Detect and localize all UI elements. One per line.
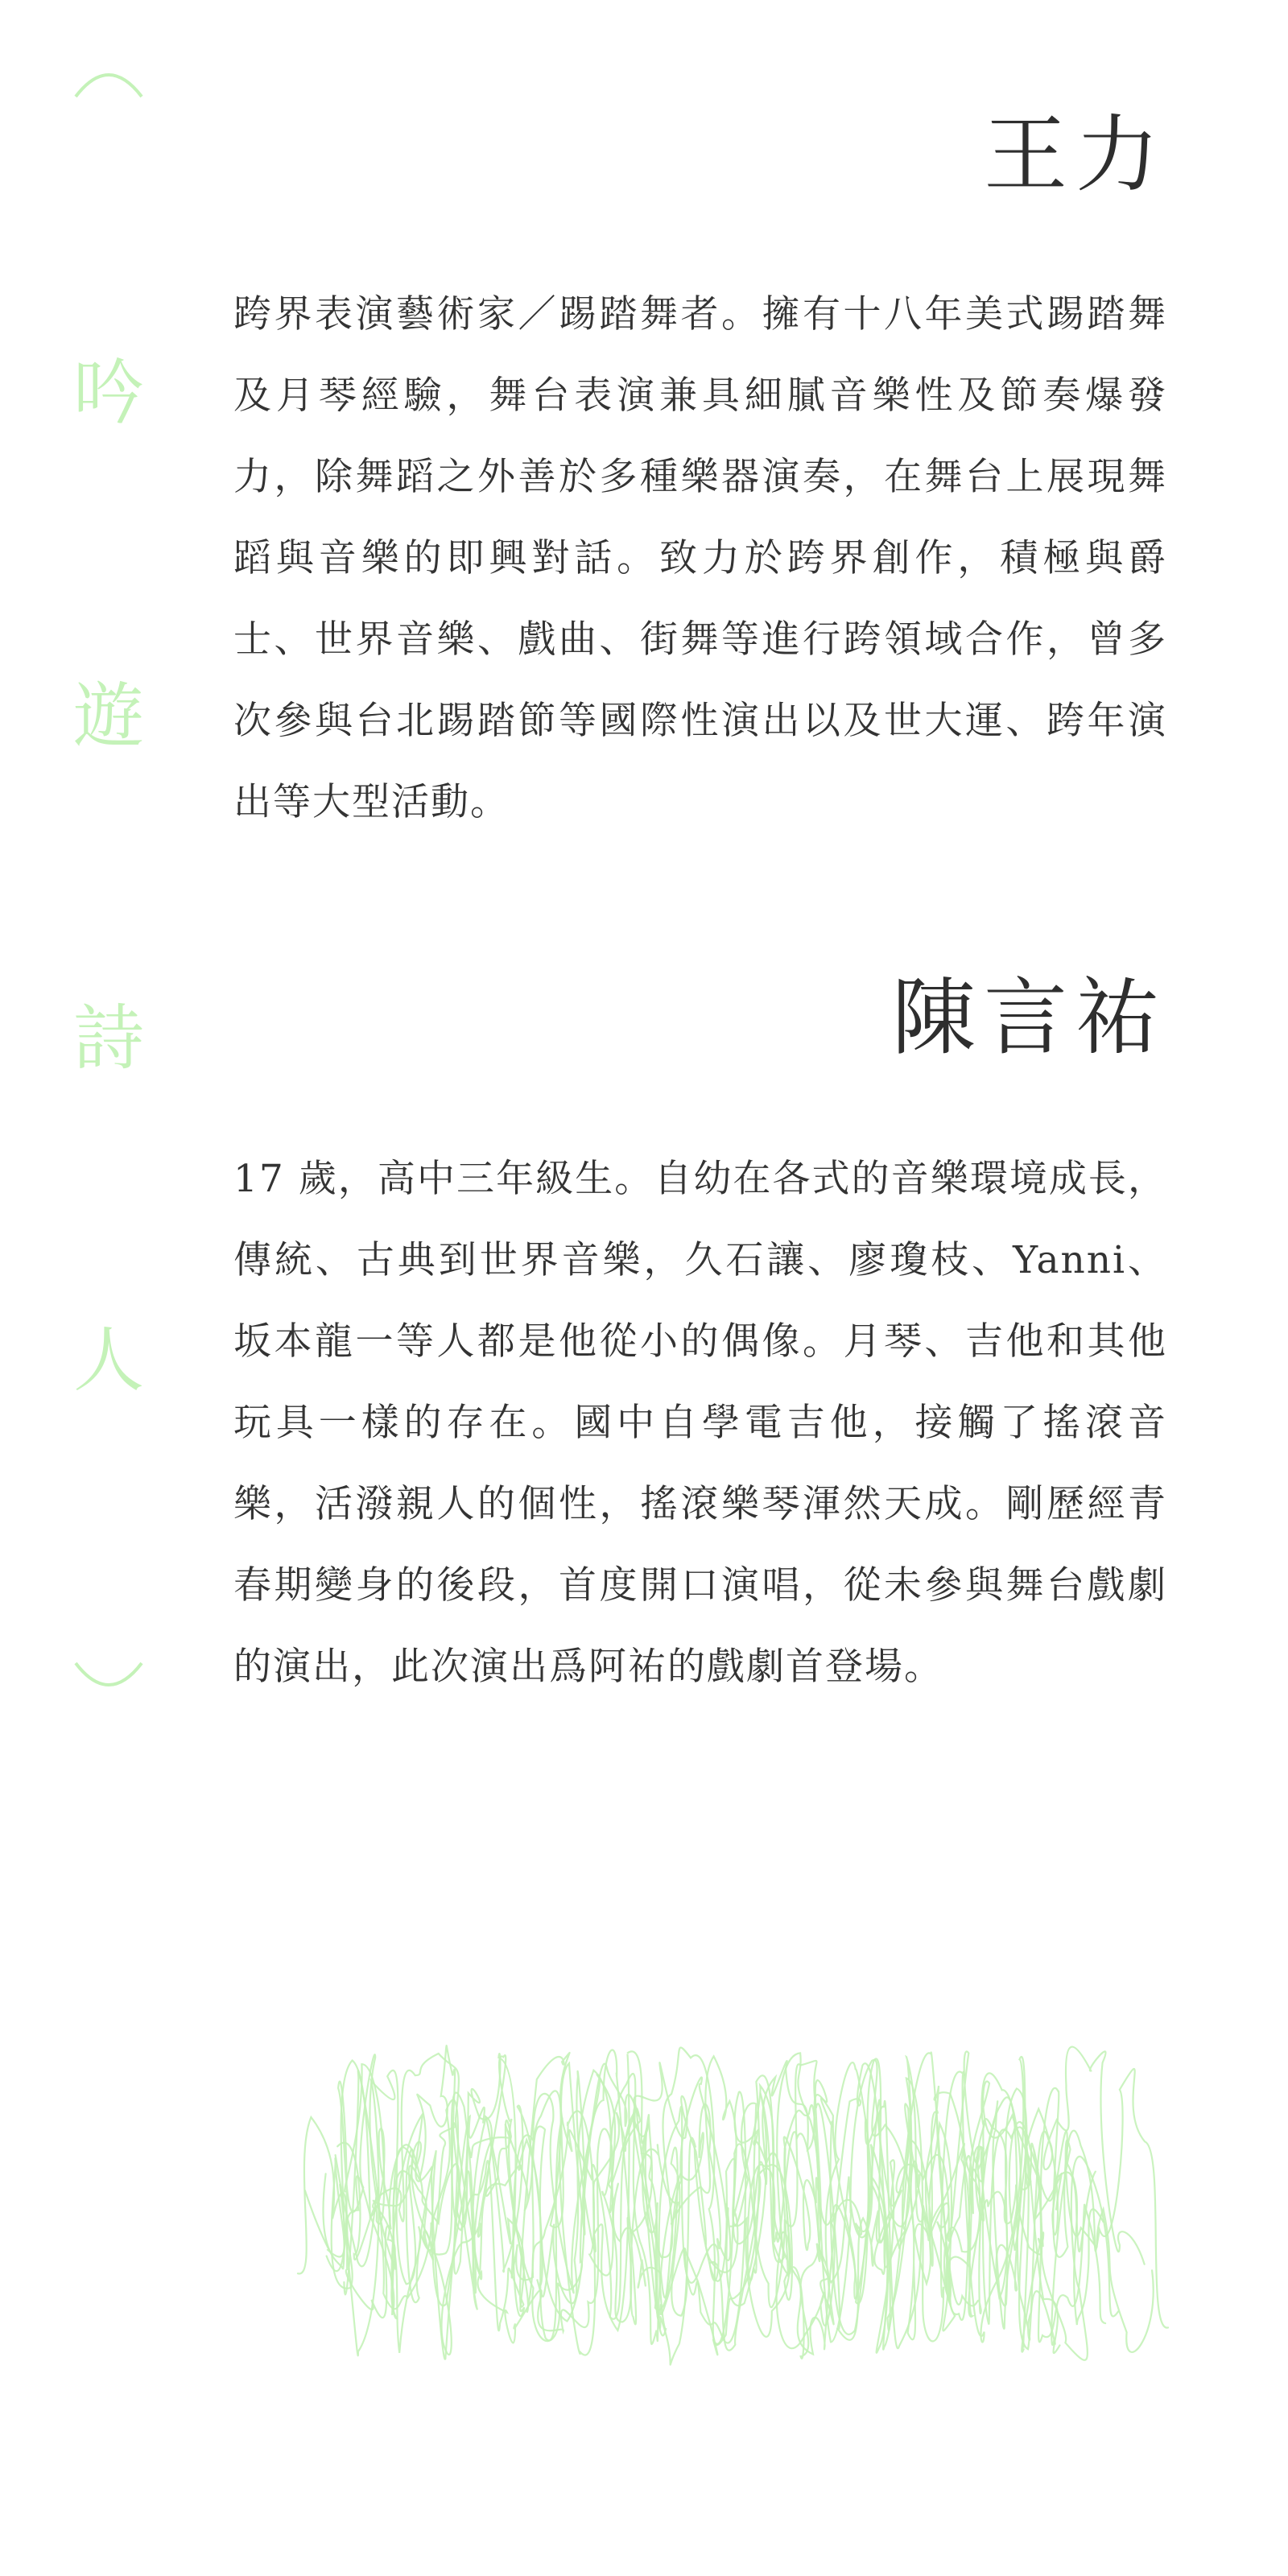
handwriting-scribble-decoration: [290, 2029, 1288, 2383]
profile-name: 王力: [983, 105, 1167, 204]
side-title-char-3: 詩: [72, 997, 144, 1080]
side-title-char-4: 人: [72, 1319, 144, 1402]
profile-chen-yan-you: [233, 968, 1167, 1707]
close-paren-mark: [72, 1658, 145, 1695]
vertical-side-title: [48, 64, 169, 1723]
side-title-char-1: 吟: [72, 351, 144, 434]
open-paren-mark: [72, 64, 145, 101]
profile-bio: 跨界表演藝術家／踢踏舞者。擁有十八年美式踢踏舞及月琴經驗，舞台表演兼具細膩音樂性及節奏爆發力，除舞蹈之外善於多種樂器演奏，在舞台上展現舞蹈與音樂的即興對話。致力於跨界創作，積極與爵士、世界音樂、戲曲、街舞等進行跨領域合作，曾多次參與台北踢踏節等國際性演出以及世大運、跨年演出等大型活動。: [233, 292, 1167, 824]
profile-wang-li: [233, 105, 1167, 843]
profile-bio: 17 歲，高中三年級生。自幼在各式的音樂環境成長，傳統、古典到世界音樂，久石讓、廖瓊枝、Yanni、坂本龍一等人都是他從小的偶像。月琴、吉他和其他玩具一樣的存在。國中自學電吉他，接觸了搖滾音樂，活潑親人的個性，搖滾樂琴渾然天成。剛歷經青春期變身的後段，首度開口演唱，從未參與舞台戲劇的演出，此次演出爲阿祐的戲劇首登場。: [233, 1157, 1167, 1689]
profile-name: 陳言祐: [891, 968, 1167, 1067]
side-title-char-2: 遊: [72, 675, 144, 758]
